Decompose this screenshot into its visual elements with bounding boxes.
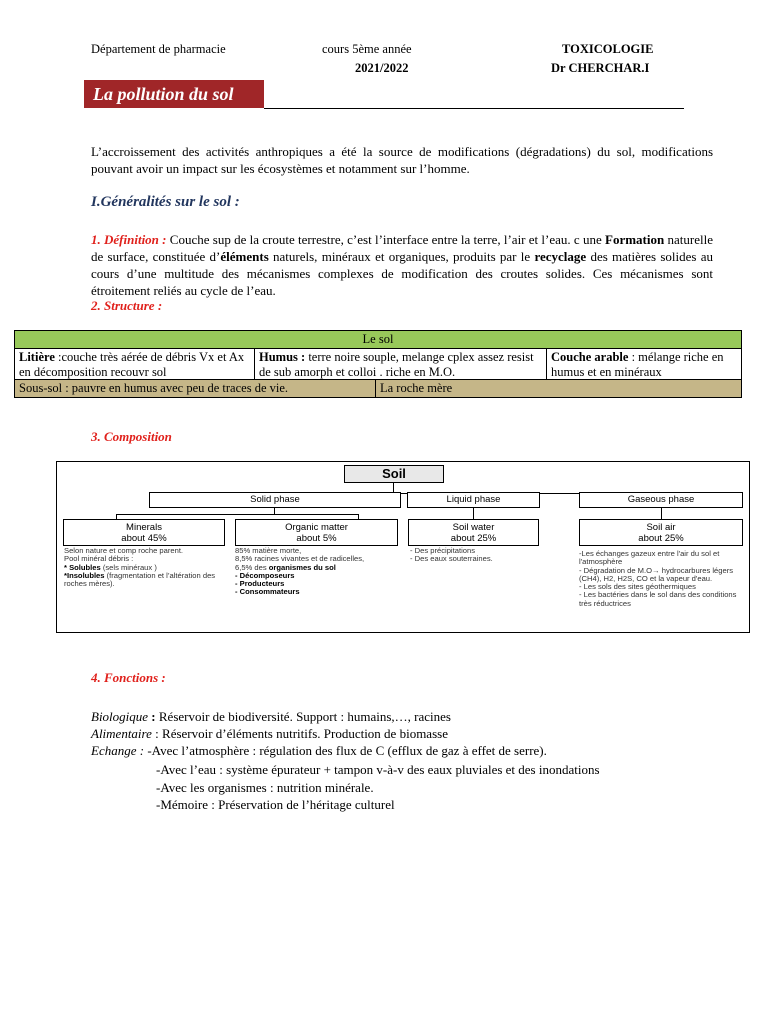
connector (116, 514, 359, 515)
section-heading: I.Généralités sur le sol : (91, 194, 240, 210)
water-label: Soil water (452, 522, 495, 533)
definition-text-2: naturelle de surface, constituée d’ (91, 232, 713, 264)
function-echange-organismes: -Avec les organismes : nutrition minérale. (156, 780, 374, 795)
table-cell-roche-mere: La roche mère (376, 380, 742, 398)
soil-structure-table (14, 330, 742, 382)
definition-bold-2: éléments (220, 249, 269, 264)
function-echange-eau: -Avec l’eau : système épurateur + tampon v-à-v des eaux pluviales et des inondations (156, 762, 600, 777)
air-percent: about 25% (638, 533, 684, 544)
structure-label: 2. Structure : (91, 298, 163, 313)
title-underline (264, 108, 684, 109)
function-echange: Echange : -Avec l’atmosphère : régulation des flux de C (efflux de gaz à effet de serre). (91, 743, 547, 758)
page-title: La pollution du sol (84, 80, 264, 108)
air-label: Soil air (646, 522, 676, 533)
minerals-label: Minerals (126, 522, 162, 533)
air-notes: -Les échanges gazeux entre l'air du sol et l'atmosphère - Dégradation de M.O→ hydrocarbures légers (CH4), H2, H2S, CO et la vapeur d'eau. - Les sols des sites géothermiques - Les bactéries dans le sol dans des conditions très réductrices (579, 549, 737, 608)
intro-paragraph (91, 143, 713, 177)
table-cell-sous-sol: Sous-sol : pauvre en humus avec peu de traces de vie. (15, 380, 376, 398)
soil-substrate-table (14, 379, 742, 398)
table-header: Le sol (15, 331, 742, 349)
definition-text-3: naturels, minéraux et organiques, produits par le (268, 249, 535, 264)
organic-label: Organic matter (285, 522, 348, 533)
diagram-organic-matter (235, 519, 398, 546)
department-label: Département de pharmacie (91, 42, 226, 56)
table-cell-litiere: Litière :couche très aérée de débris Vx et Ax en décomposition recouvr sol (15, 349, 255, 382)
definition-bold-3: recyclage (534, 249, 587, 264)
water-percent: about 25% (450, 533, 497, 544)
diagram-solid-phase: Solid phase (149, 492, 401, 508)
water-notes: - Des précipitations - Des eaux souterraines. (410, 546, 493, 564)
intro-text: L’accroissement des activités anthropiques a été la source de modifications (dégradations) du sol, modifications pouvant avoir un impact sur les écosystèmes et notamment sur l’homme. (91, 144, 713, 176)
course-label: cours 5ème année (322, 42, 412, 56)
function-echange-memoire: -Mémoire : Préservation de l’héritage culturel (156, 797, 395, 812)
diagram-gaseous-phase: Gaseous phase (579, 492, 743, 508)
minerals-notes: Selon nature et comp roche parent. Pool minéral débris : * Solubles (sels minéraux ) *Insolubles (fragmentation et l’altération des roches mères). (64, 546, 216, 589)
definition-bold-1: Formation (605, 232, 665, 247)
functions-heading: 4. Fonctions : (91, 670, 166, 685)
composition-label: 3. Composition (91, 429, 172, 444)
minerals-percent: about 45% (121, 533, 167, 544)
organic-notes: 85% matière morte, 8,5% racines vivantes et de radicelles, 6,5% des organismes du sol - Décomposeurs - Producteurs - Consommateurs (235, 546, 365, 597)
subject-label: TOXICOLOGIE (562, 42, 654, 56)
definition-paragraph (91, 231, 713, 299)
diagram-soil-air (579, 519, 743, 546)
diagram-liquid-phase: Liquid phase (407, 492, 540, 508)
function-biologique: Biologique : Réservoir de biodiversité. Support : humains,…, racines (91, 709, 451, 724)
table-cell-humus: Humus : terre noire souple, melange cplex assez resist de sub amorph et colloi . riche en M.O. (255, 349, 547, 382)
teacher-label: Dr CHERCHAR.I (551, 61, 650, 75)
diagram-root-soil: Soil (344, 465, 444, 483)
year-label: 2021/2022 (355, 61, 409, 75)
soil-composition-diagram (56, 461, 750, 633)
organic-percent: about 5% (296, 533, 337, 544)
definition-label: 1. Définition : (91, 232, 167, 247)
diagram-minerals (63, 519, 225, 546)
definition-text-1: Couche sup de la croute terrestre, c’est l’interface entre la terre, l’air et l’eau. c une (166, 232, 606, 247)
function-alimentaire: Alimentaire : Réservoir d’éléments nutritifs. Production de biomasse (91, 726, 448, 741)
table-cell-couche-arable: Couche arable : mélange riche en humus et en minéraux (547, 349, 742, 382)
definition-text-4: des matières solides au cours d’une multitude des mécanismes complexes de modification des croutes solides. Ces mécanismes sont étroitement reliés au cycle de l’eau. (91, 249, 713, 298)
diagram-soil-water (408, 519, 539, 546)
